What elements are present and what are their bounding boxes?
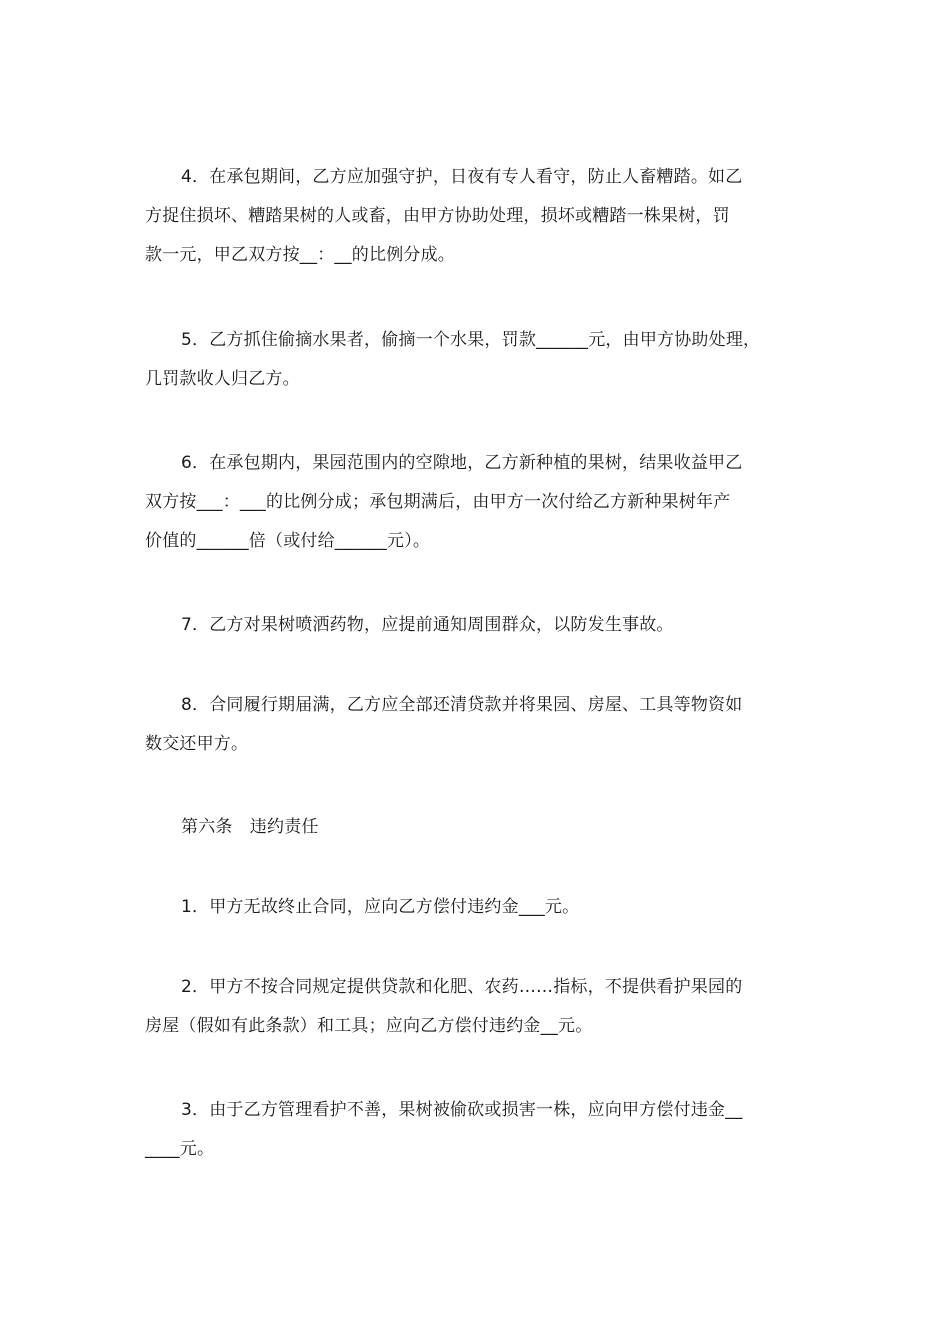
heading-line: 第六条 违约责任 — [181, 817, 319, 837]
paragraph-line: 几罚款收人归乙方。 — [145, 369, 300, 389]
paragraph-line: ____元。 — [145, 1139, 215, 1159]
paragraph-line: 7．乙方对果树喷洒药物，应提前通知周围群众，以防发生事故。 — [181, 615, 674, 635]
paragraph-line: 5．乙方抓住偷摘水果者，偷摘一个水果，罚款______元，由甲方协助处理， — [181, 330, 761, 350]
clause-paragraph — [145, 444, 810, 561]
clause-paragraph — [145, 888, 810, 927]
paragraph-line: 6．在承包期内，果园范围内的空隙地，乙方新种植的果树，结果收益甲乙 — [181, 453, 743, 473]
paragraph-line: 房屋（假如有此条款）和工具；应向乙方偿付违约金__元。 — [145, 1016, 593, 1036]
paragraph-line: 方捉住损坏、糟踏果树的人或畜，由甲方协助处理，损坏或糟踏一株果树，罚 — [145, 206, 730, 226]
clause-paragraph — [145, 1091, 810, 1169]
clause-paragraph — [145, 321, 810, 399]
paragraph-line: 双方按___：___的比例分成；承包期满后，由甲方一次付给乙方新种果树年产 — [145, 492, 731, 512]
article-heading — [145, 808, 810, 847]
clause-paragraph — [145, 968, 810, 1046]
clause-paragraph — [145, 158, 810, 275]
paragraph-line: 数交还甲方。 — [145, 734, 249, 754]
paragraph-line: 8．合同履行期届满，乙方应全部还清贷款并将果园、房屋、工具等物资如 — [181, 695, 743, 715]
paragraph-line: 2．甲方不按合同规定提供贷款和化肥、农药……指标，不提供看护果园的 — [181, 977, 743, 997]
paragraph-line: 3．由于乙方管理看护不善，果树被偷砍或损害一株，应向甲方偿付违金__ — [181, 1100, 743, 1120]
clause-paragraph — [145, 686, 810, 764]
clause-paragraph — [145, 606, 810, 645]
paragraph-line: 款一元，甲乙双方按__：__的比例分成。 — [145, 245, 455, 265]
paragraph-line: 价值的______倍（或付给______元）。 — [145, 531, 431, 551]
paragraph-line: 1．甲方无故终止合同，应向乙方偿付违约金___元。 — [181, 897, 580, 917]
paragraph-line: 4．在承包期间，乙方应加强守护，日夜有专人看守，防止人畜糟踏。如乙 — [181, 167, 743, 187]
